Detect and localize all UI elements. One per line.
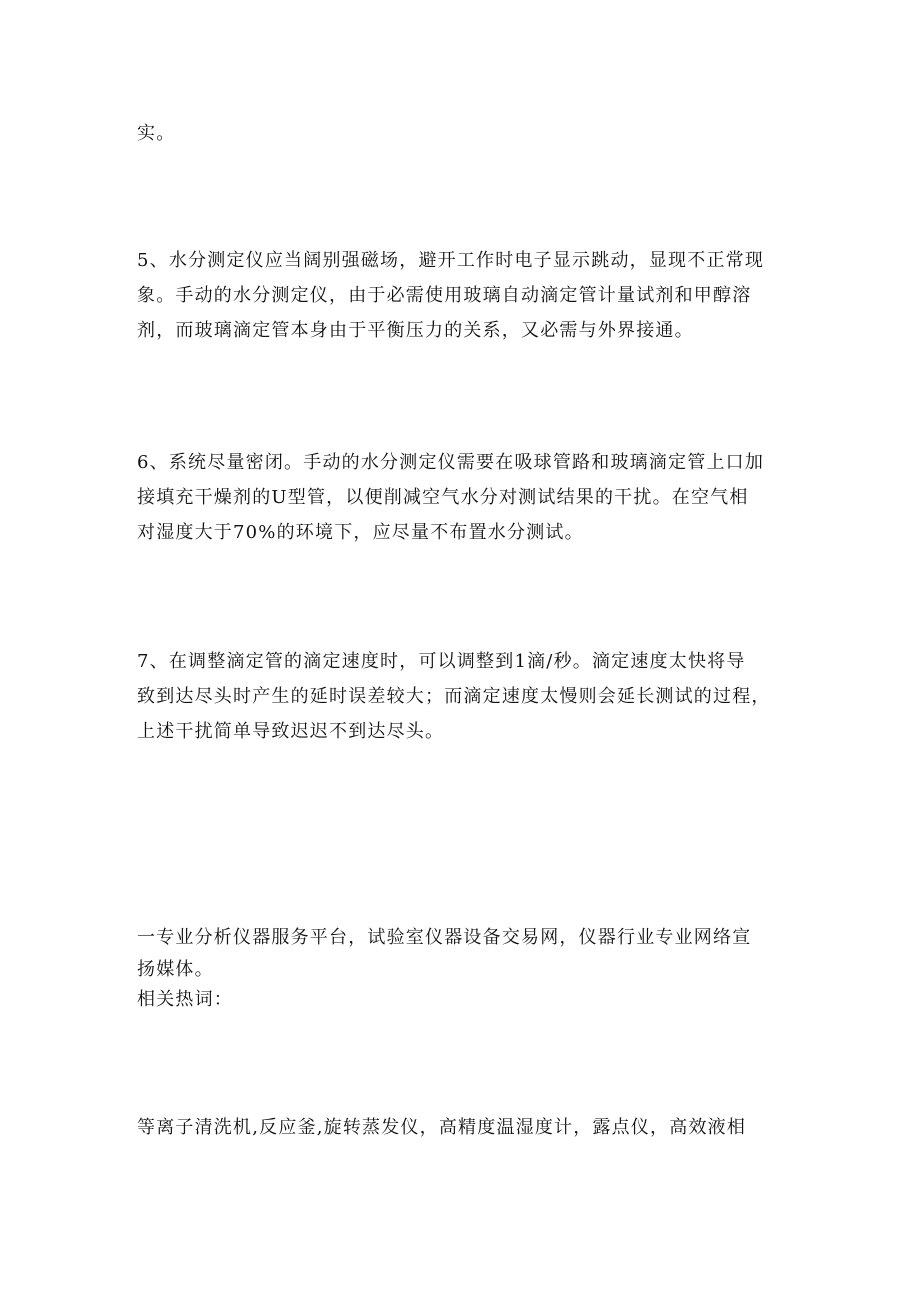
text-line: 致到达尽头时产生的延时误差较大；而滴定速度太慢则会延长测试的过程， [137, 686, 771, 707]
paragraph-continuation [137, 116, 797, 151]
text-line: 7、在调整滴定管的滴定速度时，可以调整到1滴/秒。滴定速度太快将导 [137, 651, 746, 672]
text-line: 扬媒体。 [137, 959, 214, 980]
paragraph-item-5 [137, 243, 797, 348]
text-line: 接填充干燥剂的U型管，以便削减空气水分对测试结果的干扰。在空气相 [137, 487, 749, 508]
text-line: 剂，而玻璃滴定管本身由于平衡压力的关系，又必需与外界接通。 [137, 320, 694, 341]
text-line: 6、系统尽量密闭。手动的水分测定仪需要在吸球管路和玻璃滴定管上口加 [137, 452, 765, 473]
text-line: 实。 [137, 123, 176, 144]
text-line: 象。手动的水分测定仪，由于必需使用玻璃自动滴定管计量试剂和甲醇溶 [137, 285, 752, 306]
text-line: 等离子清洗机,反应釜,旋转蒸发仪，高精度温湿度计，露点仪，高效液相 [137, 1117, 747, 1138]
hot-words-label: 相关热词： [137, 989, 233, 1010]
text-line: 5、水分测定仪应当阔别强磁场，避开工作时电子显示跳动，显现不正常现 [137, 250, 765, 271]
paragraph-keywords [137, 1110, 797, 1145]
paragraph-item-7 [137, 644, 797, 749]
text-line: 上述干扰简单导致迟迟不到达尽头。 [137, 721, 445, 742]
paragraph-item-6 [137, 445, 797, 550]
paragraph-platform [137, 920, 797, 1015]
text-line: 对湿度大于70%的环境下，应尽量不布置水分测试。 [137, 522, 584, 543]
text-line: 一专业分析仪器服务平台，试验室仪器设备交易网，仪器行业专业网络宣 [137, 927, 752, 948]
